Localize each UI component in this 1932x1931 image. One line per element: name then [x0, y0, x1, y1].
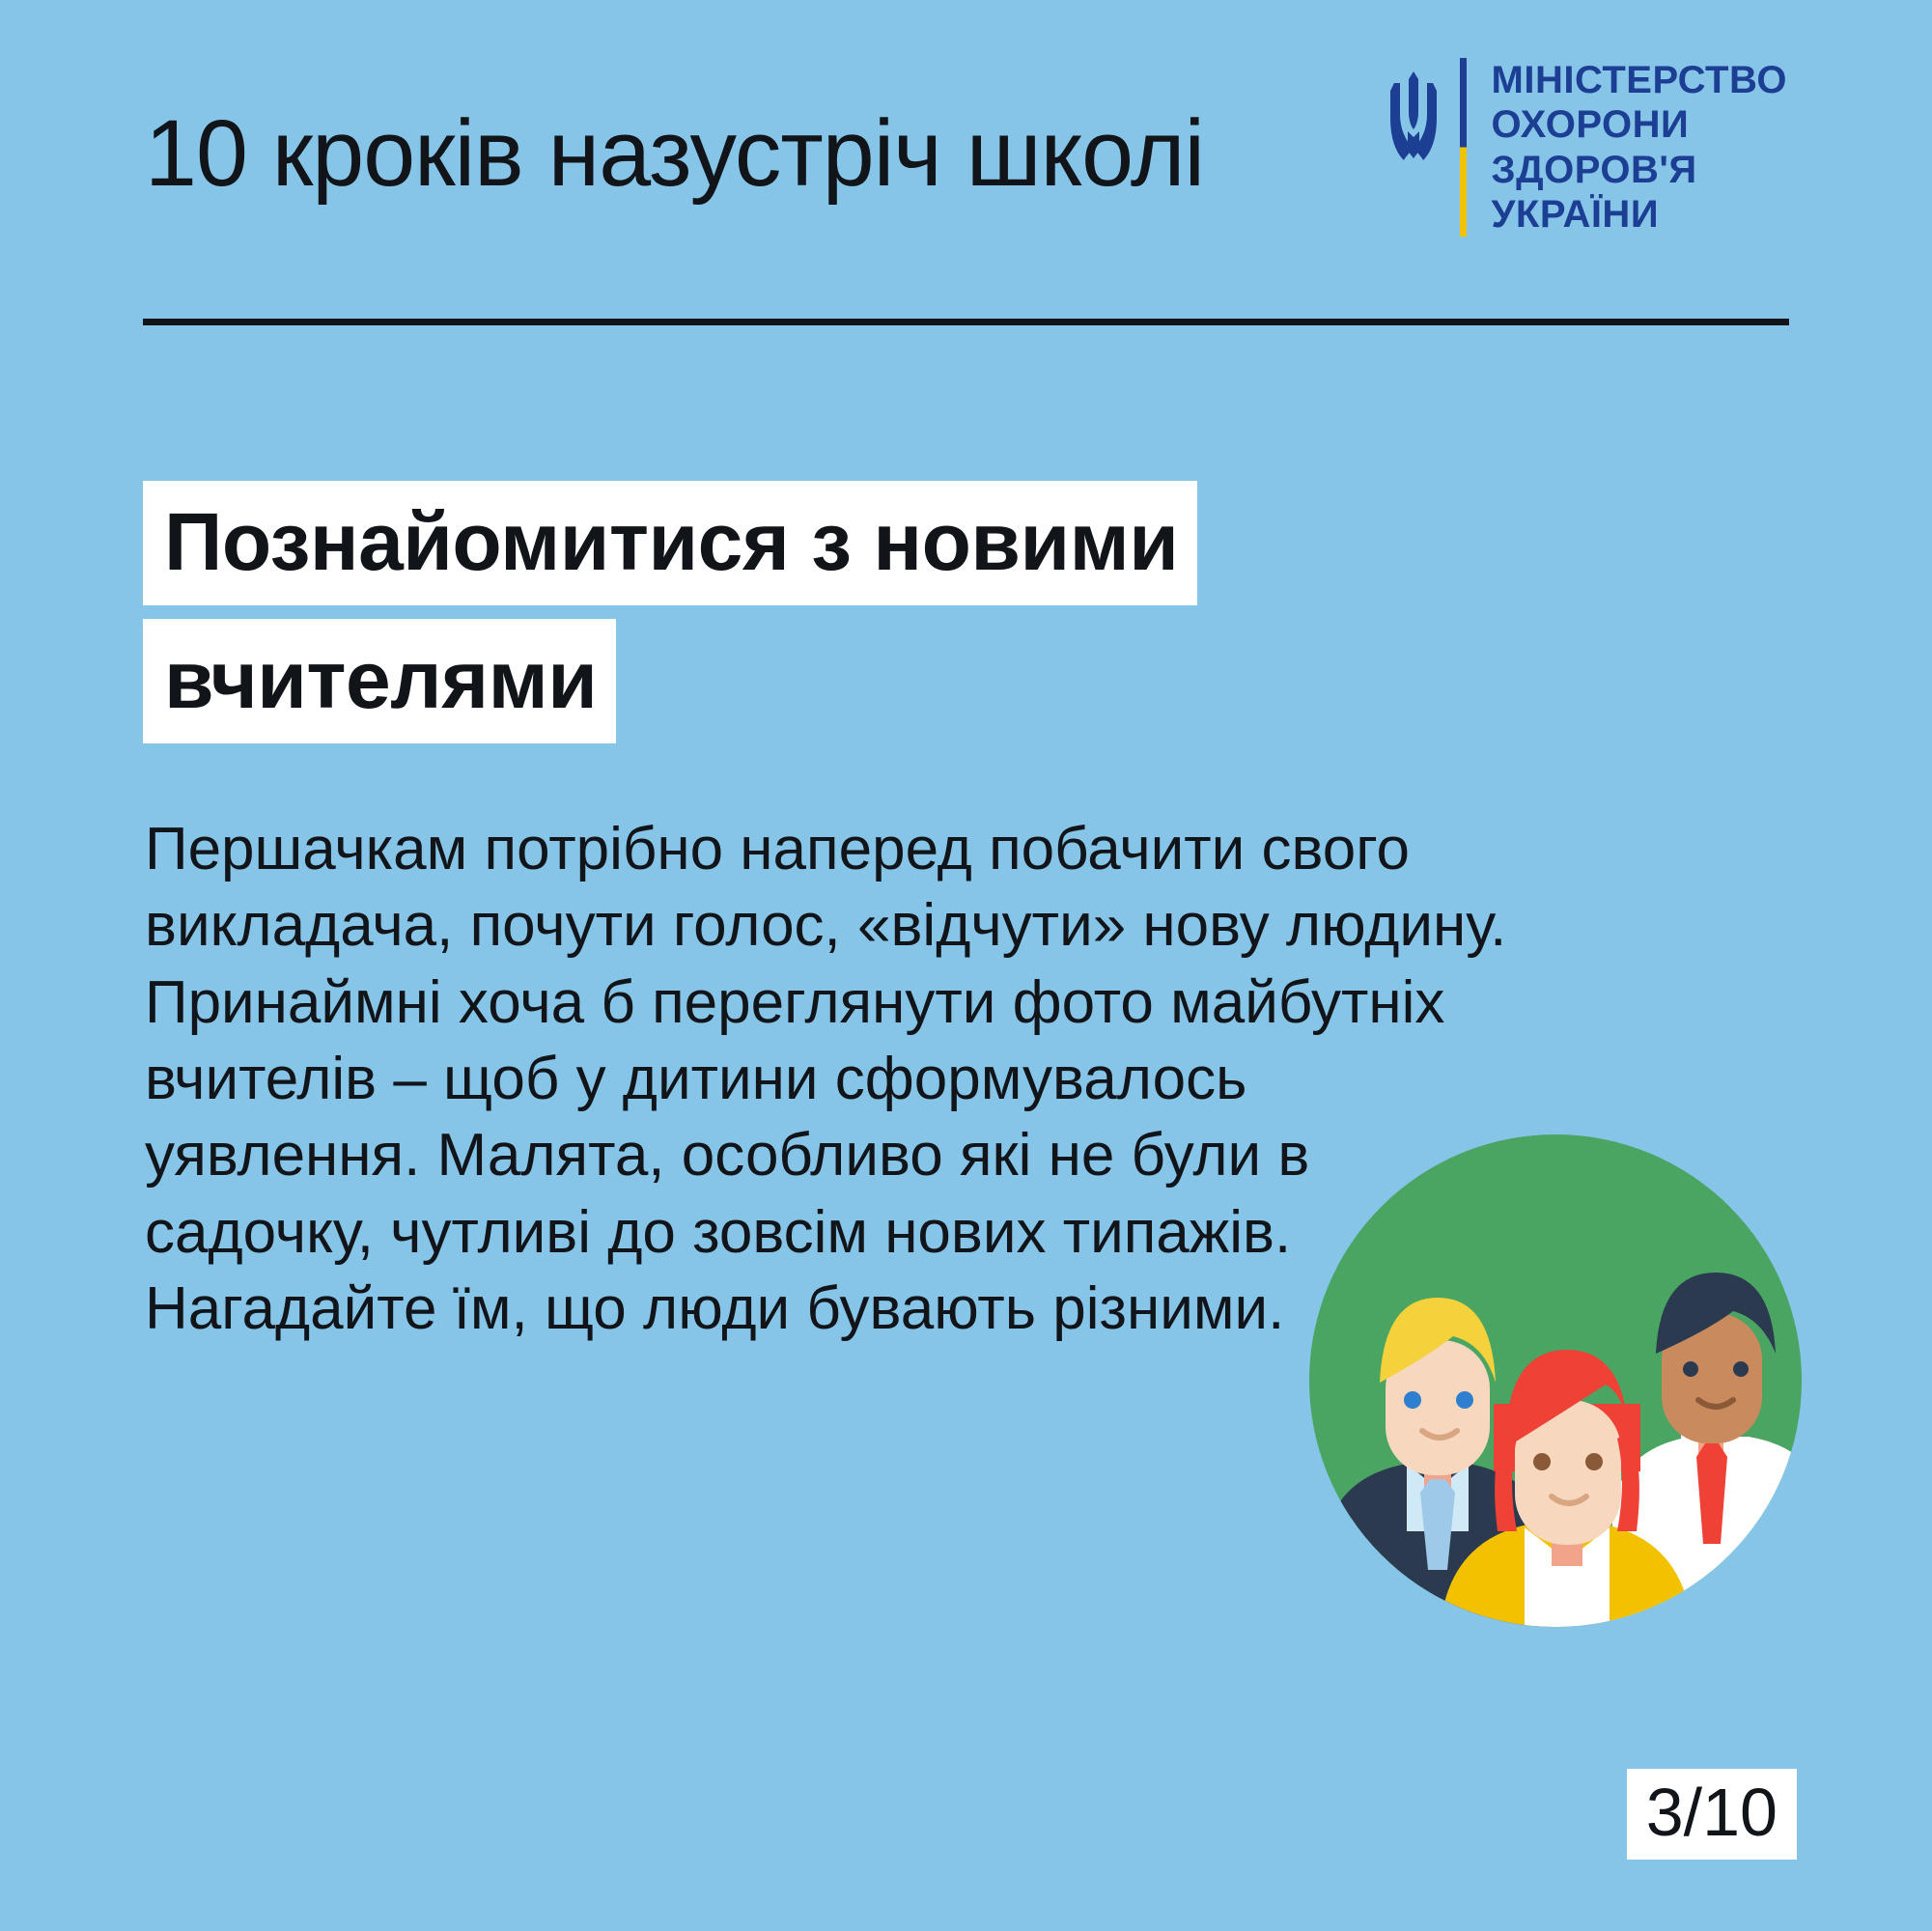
- heading-line-1: Познайомитися з новими: [143, 481, 1197, 605]
- logo-line-4: УКРАЇНИ: [1491, 193, 1660, 237]
- header-divider: [143, 319, 1789, 325]
- logo-line-1: МІНІСТЕРСТВО: [1491, 59, 1787, 101]
- header: [145, 58, 1787, 280]
- heading-line-2: вчителями: [143, 619, 616, 743]
- logo-line-2: ОХОРОНИ: [1491, 103, 1690, 147]
- page-counter: 3/10: [1627, 1769, 1797, 1860]
- three-teachers-illustration: [1266, 1091, 1845, 1670]
- logo-divider: [1460, 58, 1467, 237]
- ministry-logo-text: [1492, 58, 1787, 238]
- page-title: 10 кроків назустріч школі: [145, 100, 1205, 206]
- section-heading: [143, 481, 1398, 757]
- logo-line-3: ЗДОРОВ'Я: [1491, 148, 1697, 191]
- ministry-logo: [1388, 58, 1787, 251]
- body-paragraph: Першачкам потрібно наперед побачити свого викладача, почути голос, «відчути» нову людину. Принаймні хоча б переглянути фото майбутніх вчителів – щоб у дитини сформувалось уявлення. Малята, особливо які не були в садочку, чутливі до зовсім нових типажів. Нагадайте їм, що люди бувають різними.: [145, 816, 1507, 1343]
- ukraine-trident-emblem: [1388, 70, 1439, 162]
